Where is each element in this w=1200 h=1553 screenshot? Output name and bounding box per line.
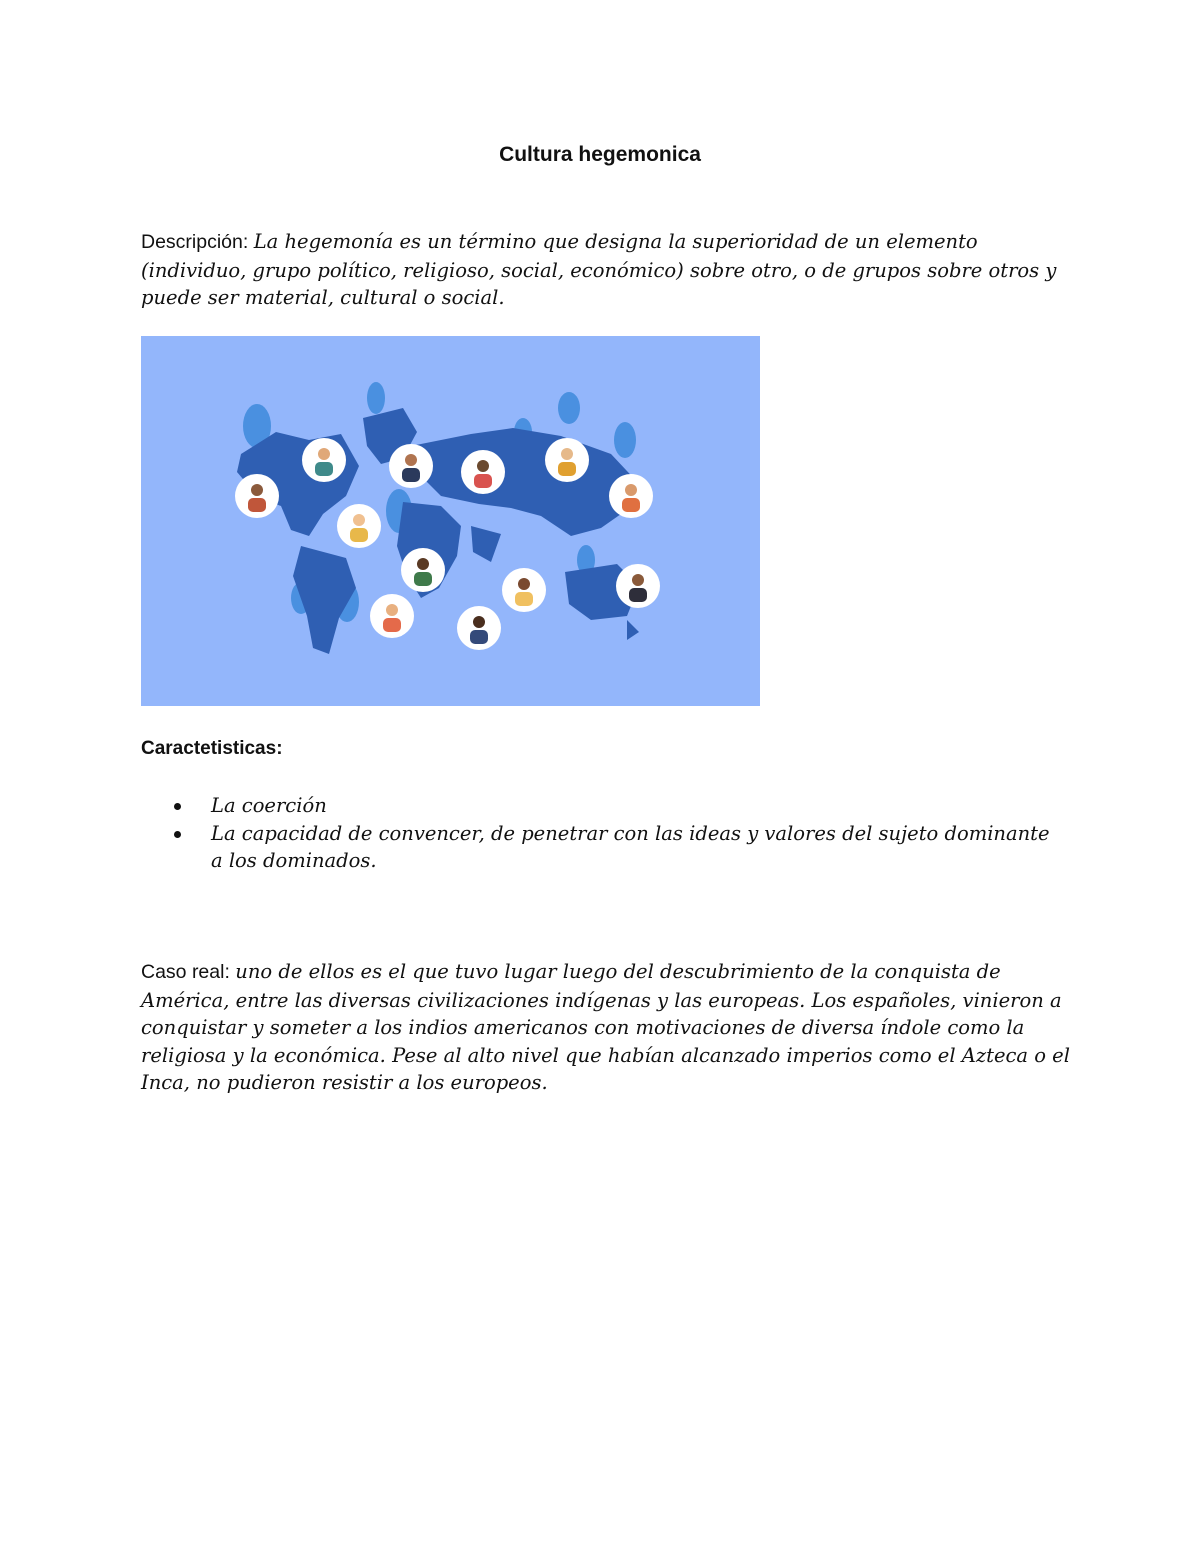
real-case-label: Caso real: [141, 961, 236, 983]
person-pin [502, 568, 546, 612]
person-pin [401, 548, 445, 592]
document-title: Cultura hegemonica [499, 143, 701, 166]
list-item [141, 792, 1051, 820]
person-pin [302, 438, 346, 482]
list-item-text: La coerción [211, 794, 327, 817]
person-pin [457, 606, 501, 650]
bullet-icon [174, 803, 181, 810]
person-pin [609, 474, 653, 518]
description-text: La hegemonía es un término que designa la superioridad de un elemento (individuo, grupo político, religioso, social, económico) sobre otro, o de grupos sobre otros y puede ser material, cultural o social. [141, 230, 1057, 309]
real-case-paragraph [141, 958, 1071, 1097]
description-label: Descripción: [141, 231, 254, 253]
list-item [141, 820, 1051, 875]
person-pin [616, 564, 660, 608]
person-pin [337, 504, 381, 548]
real-case-text: uno de ellos es el que tuvo lugar luego del descubrimiento de la conquista de América, entre las diversas civilizaciones indígenas y las europeas. Los españoles, vinieron a conquistar y someter a los indios americanos con motivaciones de diversa índole como la religiosa y la económica. Pese al alto nivel que habían alcanzado imperios como el Azteca o el Inca, no pudieron resistir a los europeos. [141, 960, 1070, 1094]
person-pin [545, 438, 589, 482]
world-map-people-graphic [141, 336, 760, 706]
person-pin [370, 594, 414, 638]
characteristics-heading: Caractetisticas: [141, 738, 283, 759]
person-pin [389, 444, 433, 488]
description-paragraph [141, 228, 1071, 312]
bullet-icon [174, 831, 181, 838]
characteristics-list [141, 792, 1051, 875]
person-pin [461, 450, 505, 494]
person-pin [235, 474, 279, 518]
world-map-illustration [141, 336, 760, 706]
list-item-text: La capacidad de convencer, de penetrar con las ideas y valores del sujeto dominante a los dominados. [211, 821, 1050, 872]
